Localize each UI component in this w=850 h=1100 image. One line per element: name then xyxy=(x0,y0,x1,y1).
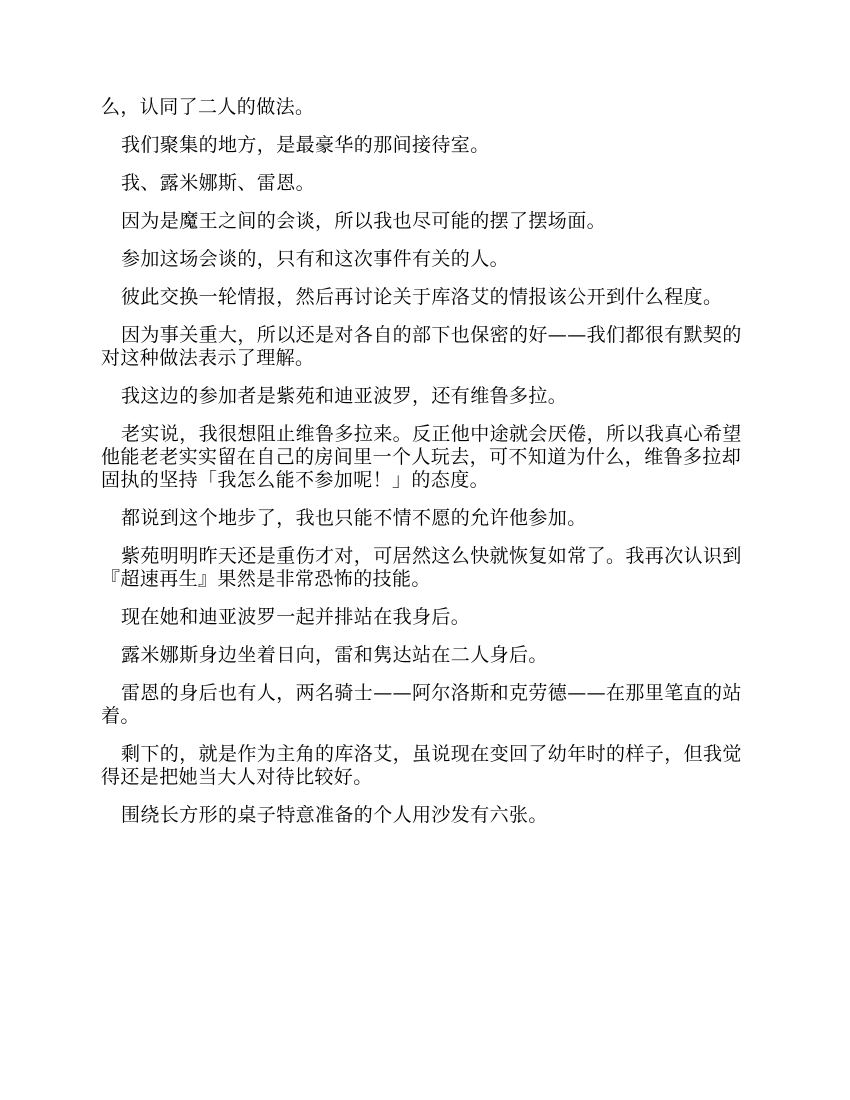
paragraph: 我们聚集的地方，是最豪华的那间接待室。 xyxy=(121,134,490,156)
document-body xyxy=(101,96,751,842)
paragraph: 雷恩的身后也有人，两名骑士——阿尔洛斯和克劳德——在那里笔直的站着。 xyxy=(101,682,742,727)
paragraph: 参加这场会谈的，只有和这次事件有关的人。 xyxy=(121,248,510,270)
paragraph: 剩下的，就是作为主角的库洛艾，虽说现在变回了幼年时的样子，但我觉得还是把她当大人对待比较好。 xyxy=(101,743,742,788)
paragraph: 露米娜斯身边坐着日向，雷和隽达站在二人身后。 xyxy=(121,644,548,666)
paragraph: 紫苑明明昨天还是重伤才对，可居然这么快就恢复如常了。我再次认识到『超速再生』果然是非常恐怖的技能。 xyxy=(101,545,742,590)
paragraph: 我、露米娜斯、雷恩。 xyxy=(121,172,316,194)
paragraph: 都说到这个地步了，我也只能不情不愿的允许他参加。 xyxy=(121,507,587,529)
paragraph: 现在她和迪亚波罗一起并排站在我身后。 xyxy=(121,606,471,628)
paragraph: 彼此交换一轮情报，然后再讨论关于库洛艾的情报该公开到什么程度。 xyxy=(121,286,723,308)
paragraph: 因为是魔王之间的会谈，所以我也尽可能的摆了摆场面。 xyxy=(121,210,607,232)
paragraph: 围绕长方形的桌子特意准备的个人用沙发有六张。 xyxy=(121,804,548,826)
paragraph: 我这边的参加者是紫苑和迪亚波罗，还有维鲁多拉。 xyxy=(121,385,568,407)
paragraph: 老实说，我很想阻止维鲁多拉来。反正他中途就会厌倦，所以我真心希望他能老老实实留在自己的房间里一个人玩去，可不知道为什么，维鲁多拉却固执的坚持「我怎么能不参加呢！」的态度。 xyxy=(101,423,742,491)
paragraph: 因为事关重大，所以还是对各自的部下也保密的好——我们都很有默契的对这种做法表示了理解。 xyxy=(101,324,742,369)
paragraph: 么，认同了二人的做法。 xyxy=(101,96,315,118)
